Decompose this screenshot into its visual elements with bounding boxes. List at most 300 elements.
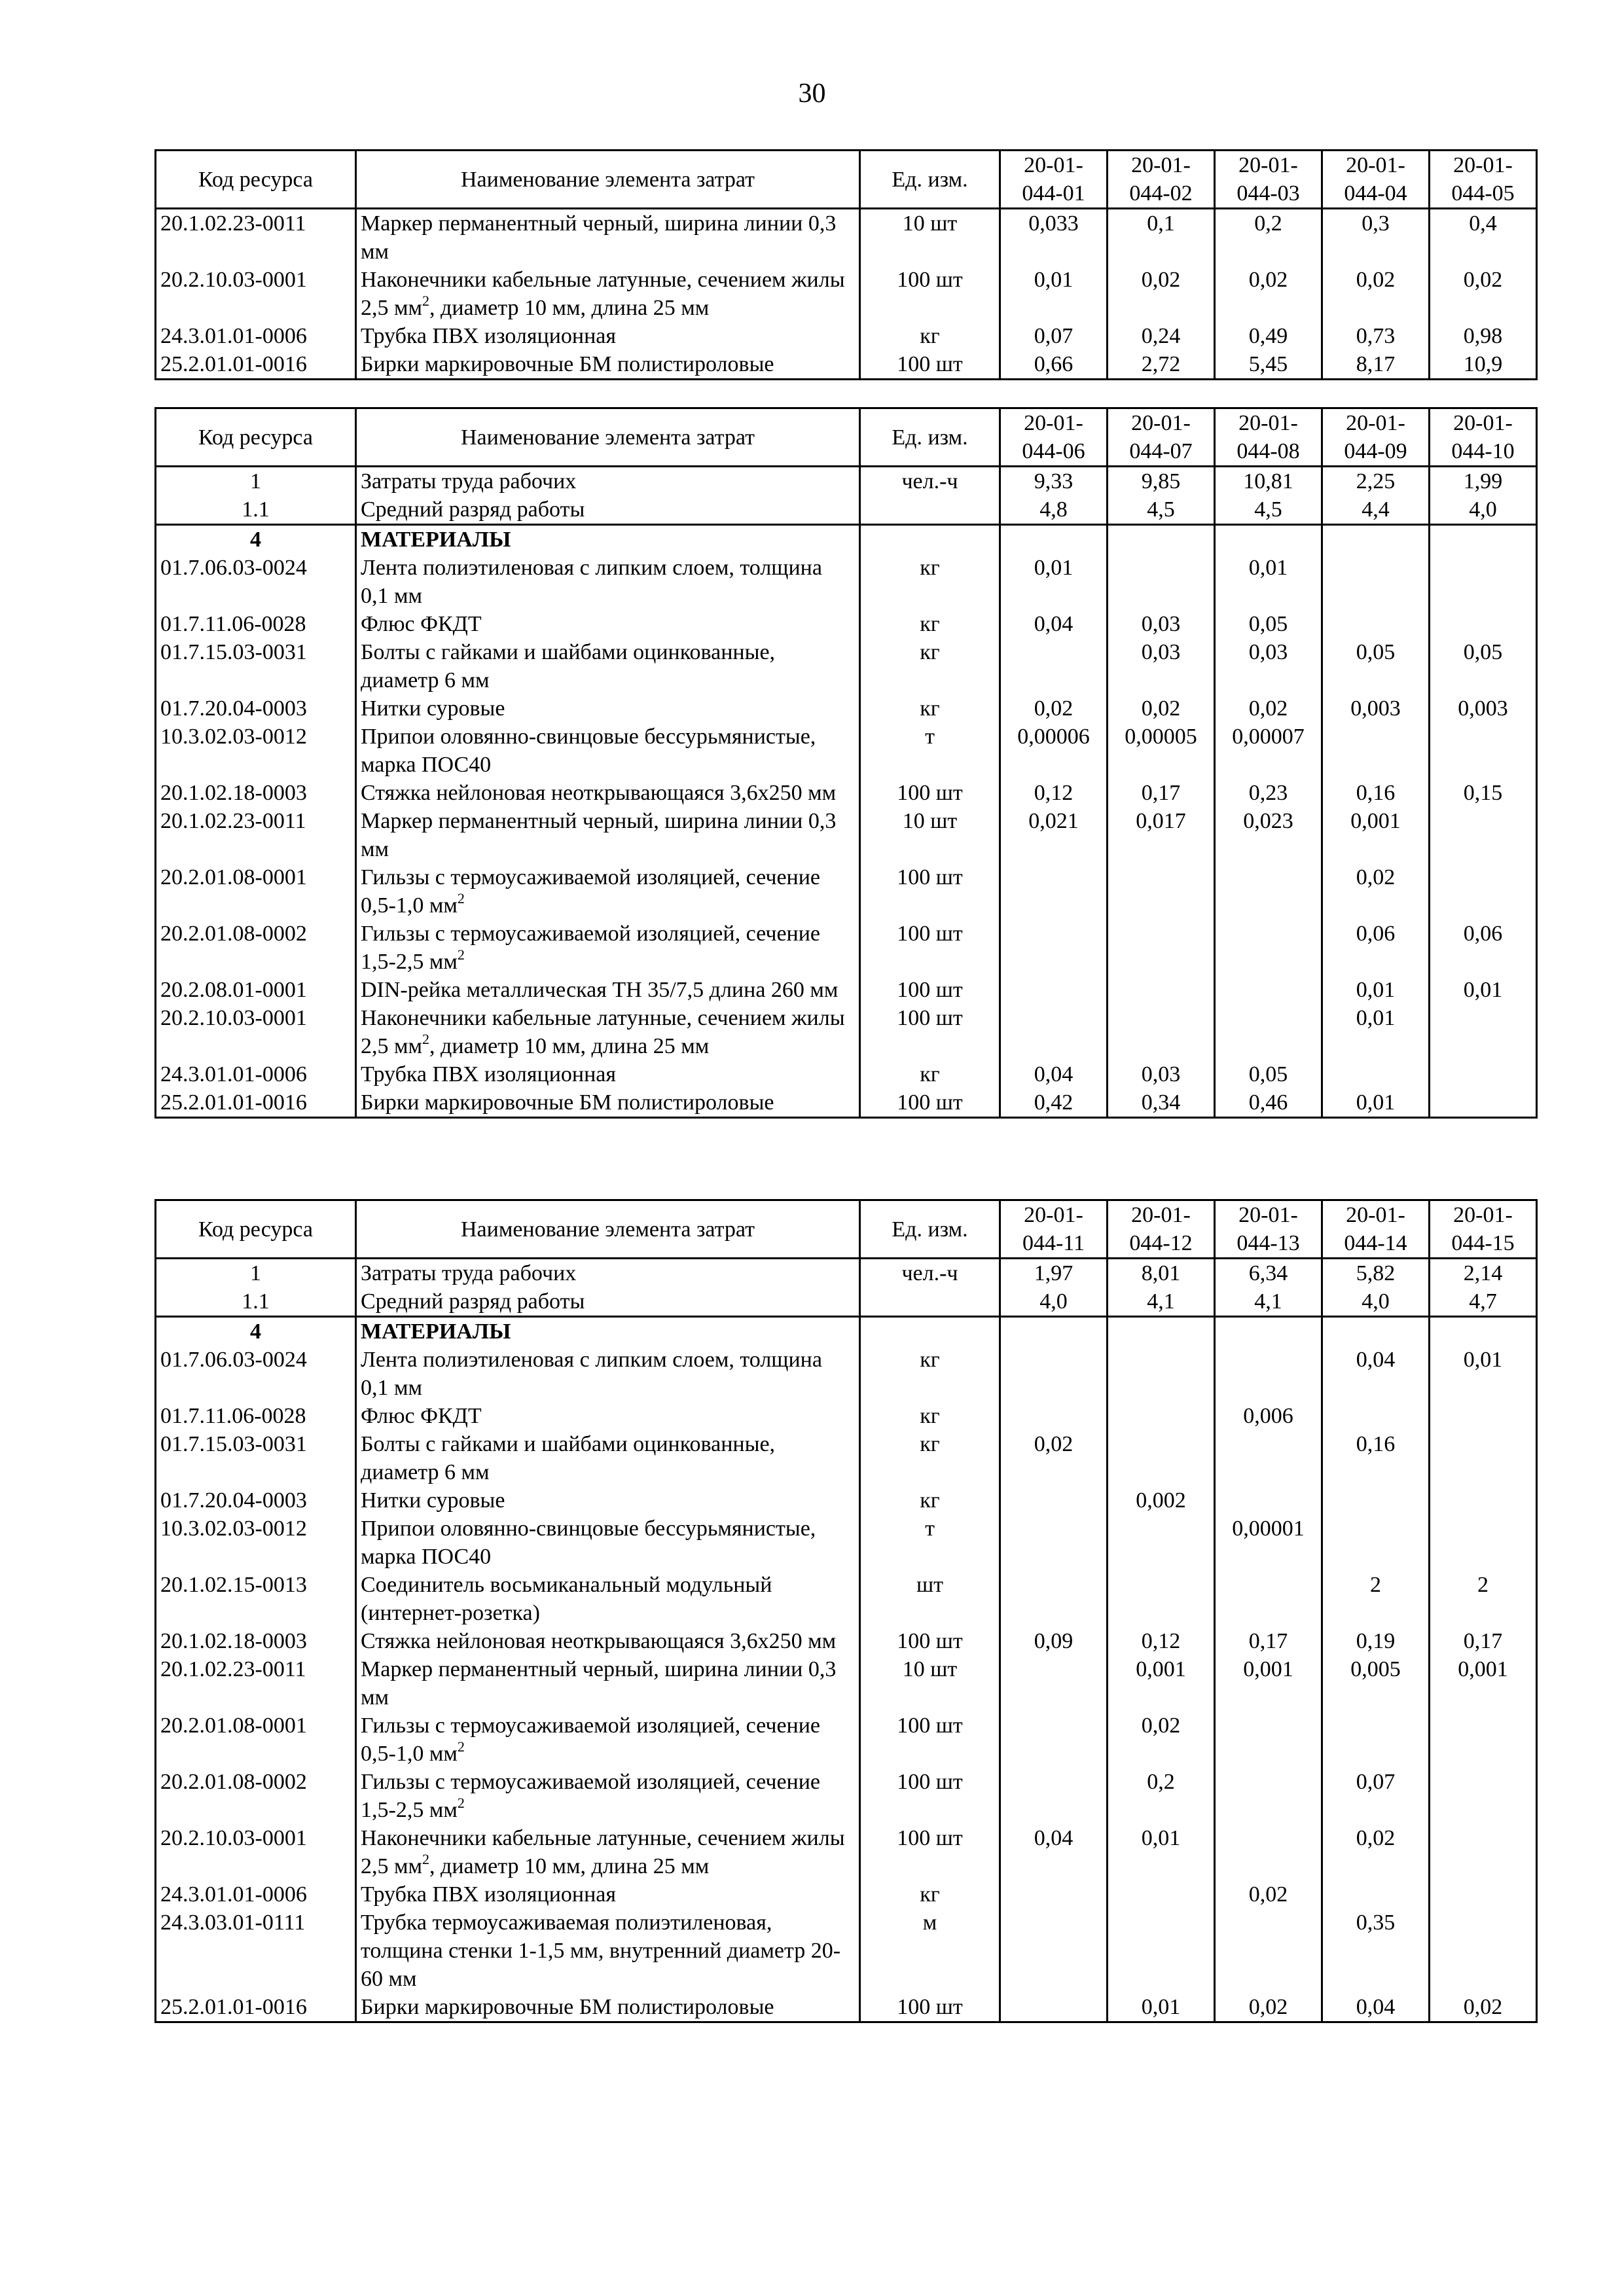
value-cell: [1430, 1317, 1537, 1346]
header-rate-code: 20-01- 044-10: [1430, 408, 1537, 467]
cost-item-name: Средний разряд работы: [356, 495, 860, 525]
header-row: [156, 408, 1537, 467]
table-row: [156, 1259, 1537, 1288]
header-rate-code: 20-01- 044-11: [1000, 1200, 1108, 1259]
resource-code: 01.7.15.03-0031: [156, 1430, 356, 1486]
value-cell: 0,02: [1215, 266, 1322, 322]
table-row: [156, 1655, 1537, 1712]
header-name: Наименование элемента затрат: [356, 151, 860, 209]
unit-of-measure: [860, 1287, 1000, 1317]
unit-of-measure: 100 шт: [860, 1627, 1000, 1655]
value-cell: [1108, 1515, 1215, 1571]
table-row: [156, 610, 1537, 638]
value-cell: 0,04: [1000, 1824, 1108, 1880]
cost-item-name: МАТЕРИАЛЫ: [356, 1317, 860, 1346]
value-cell: [1000, 1486, 1108, 1515]
resource-code: 1.1: [156, 1287, 356, 1317]
cost-item-name: Гильзы с термоусаживаемой изоляцией, сечение 0,5-1,0 $мм^2$: [356, 863, 860, 920]
header-rate-code: 20-01- 044-04: [1322, 151, 1430, 209]
value-cell: [1000, 1515, 1108, 1571]
value-cell: [1430, 1060, 1537, 1088]
value-cell: [1430, 807, 1537, 863]
cost-item-name: Затраты труда рабочих: [356, 467, 860, 496]
unit-of-measure: кг: [860, 1880, 1000, 1909]
value-cell: [1000, 1993, 1108, 2022]
value-cell: 0,01: [1215, 554, 1322, 610]
value-cell: [1000, 1880, 1108, 1909]
table-row: [156, 1317, 1537, 1346]
value-cell: 0,66: [1000, 350, 1108, 380]
cost-item-name: Наконечники кабельные латунные, сечением жилы 2,5 $мм^2$, диаметр 10 мм, длина 25 мм: [356, 1824, 860, 1880]
value-cell: 0,02: [1108, 1712, 1215, 1768]
cost-item-name: Болты с гайками и шайбами оцинкованные, диаметр 6 мм: [356, 1430, 860, 1486]
value-cell: 0,23: [1215, 779, 1322, 807]
header-rate-code: 20-01- 044-14: [1322, 1200, 1430, 1259]
resource-code: 20.1.02.23-0011: [156, 1655, 356, 1712]
value-cell: [1430, 525, 1537, 554]
header-rate-code: 20-01- 044-02: [1108, 151, 1215, 209]
header-rate-code: 20-01- 044-06: [1000, 408, 1108, 467]
unit-of-measure: кг: [860, 1060, 1000, 1088]
cost-item-name: Трубка ПВХ изоляционная: [356, 1060, 860, 1088]
table-row: [156, 266, 1537, 322]
value-cell: 0,00001: [1215, 1515, 1322, 1571]
resource-table-1: [154, 149, 1538, 380]
header-unit: Ед. изм.: [860, 408, 1000, 467]
value-cell: [1215, 920, 1322, 976]
value-cell: 4,1: [1108, 1287, 1215, 1317]
value-cell: [1430, 554, 1537, 610]
unit-of-measure: 100 шт: [860, 1712, 1000, 1768]
unit-of-measure: 100 шт: [860, 1824, 1000, 1880]
value-cell: [1430, 863, 1537, 920]
value-cell: [1000, 1346, 1108, 1402]
table-row: [156, 1768, 1537, 1824]
table-row: [156, 1824, 1537, 1880]
cost-item-name: Средний разряд работы: [356, 1287, 860, 1317]
value-cell: 0,01: [1322, 976, 1430, 1004]
value-cell: 0,00007: [1215, 723, 1322, 779]
cost-item-name: Гильзы с термоусаживаемой изоляцией, сечение 1,5-2,5 $мм^2$: [356, 920, 860, 976]
value-cell: 0,15: [1430, 779, 1537, 807]
unit-of-measure: кг: [860, 1486, 1000, 1515]
value-cell: 0,001: [1430, 1655, 1537, 1712]
cost-item-name: Лента полиэтиленовая с липким слоем, толщина 0,1 мм: [356, 554, 860, 610]
value-cell: [1108, 863, 1215, 920]
table-row: [156, 554, 1537, 610]
value-cell: [1215, 1824, 1322, 1880]
value-cell: [1215, 525, 1322, 554]
value-cell: [1000, 1768, 1108, 1824]
value-cell: [1108, 1004, 1215, 1060]
header-rate-code: 20-01- 044-13: [1215, 1200, 1322, 1259]
value-cell: [1215, 976, 1322, 1004]
cost-item-name: Нитки суровые: [356, 694, 860, 723]
value-cell: [1430, 1880, 1537, 1909]
header-unit: Ед. изм.: [860, 1200, 1000, 1259]
unit-of-measure: чел.-ч: [860, 467, 1000, 496]
resource-code: 20.2.01.08-0002: [156, 920, 356, 976]
table-row: [156, 1486, 1537, 1515]
page-number: 30: [798, 79, 826, 109]
unit-of-measure: 100 шт: [860, 350, 1000, 380]
table-row: [156, 723, 1537, 779]
table-row: [156, 920, 1537, 976]
resource-code: 1: [156, 467, 356, 496]
cost-item-name: Затраты труда рабочих: [356, 1259, 860, 1288]
value-cell: [1108, 525, 1215, 554]
cost-item-name: Наконечники кабельные латунные, сечением жилы 2,5 $мм^2$, диаметр 10 мм, длина 25 мм: [356, 1004, 860, 1060]
value-cell: 0,003: [1430, 694, 1537, 723]
value-cell: [1108, 920, 1215, 976]
value-cell: [1000, 1402, 1108, 1430]
value-cell: [1108, 976, 1215, 1004]
resource-code: 01.7.20.04-0003: [156, 694, 356, 723]
value-cell: 0,06: [1430, 920, 1537, 976]
value-cell: 2: [1322, 1571, 1430, 1627]
unit-of-measure: [860, 495, 1000, 525]
value-cell: 4,1: [1215, 1287, 1322, 1317]
table-row: [156, 807, 1537, 863]
value-cell: [1430, 1712, 1537, 1768]
resource-code: 24.3.03.01-0111: [156, 1909, 356, 1993]
unit-of-measure: м: [860, 1909, 1000, 1993]
value-cell: 0,003: [1322, 694, 1430, 723]
header-rate-code: 20-01- 044-15: [1430, 1200, 1537, 1259]
value-cell: 0,07: [1322, 1768, 1430, 1824]
value-cell: 0,73: [1322, 322, 1430, 350]
unit-of-measure: кг: [860, 1346, 1000, 1402]
table-row: [156, 495, 1537, 525]
value-cell: 0,01: [1322, 1088, 1430, 1118]
value-cell: [1215, 1004, 1322, 1060]
header-row: [156, 1200, 1537, 1259]
header-rate-code: 20-01- 044-05: [1430, 151, 1537, 209]
resource-code: 1.1: [156, 495, 356, 525]
value-cell: 2: [1430, 1571, 1537, 1627]
cost-item-name: Бирки маркировочные БМ полистироловые: [356, 1993, 860, 2022]
header-rate-code: 20-01- 044-08: [1215, 408, 1322, 467]
value-cell: [1000, 1317, 1108, 1346]
value-cell: 4,8: [1000, 495, 1108, 525]
value-cell: 0,24: [1108, 322, 1215, 350]
value-cell: 8,01: [1108, 1259, 1215, 1288]
cost-item-name: Трубка ПВХ изоляционная: [356, 1880, 860, 1909]
value-cell: [1108, 1880, 1215, 1909]
unit-of-measure: чел.-ч: [860, 1259, 1000, 1288]
cost-item-name: Маркер перманентный черный, ширина линии 0,3 мм: [356, 807, 860, 863]
resource-code: 01.7.15.03-0031: [156, 638, 356, 694]
unit-of-measure: 100 шт: [860, 1993, 1000, 2022]
value-cell: [1215, 1430, 1322, 1486]
value-cell: 0,02: [1322, 266, 1430, 322]
value-cell: [1108, 1317, 1215, 1346]
value-cell: 0,033: [1000, 209, 1108, 266]
unit-of-measure: кг: [860, 638, 1000, 694]
unit-of-measure: кг: [860, 322, 1000, 350]
resource-code: 25.2.01.01-0016: [156, 1993, 356, 2022]
table-row: [156, 863, 1537, 920]
table-row: [156, 1060, 1537, 1088]
resource-code: 01.7.06.03-0024: [156, 1346, 356, 1402]
resource-code: 20.1.02.18-0003: [156, 1627, 356, 1655]
cost-item-name: Припои оловянно-свинцовые бессурьмянистые, марка ПОС40: [356, 723, 860, 779]
value-cell: [1430, 1430, 1537, 1486]
cost-item-name: Нитки суровые: [356, 1486, 860, 1515]
table-row: [156, 694, 1537, 723]
value-cell: [1430, 610, 1537, 638]
value-cell: [1000, 638, 1108, 694]
table-header: [156, 1200, 1537, 1259]
value-cell: 2,14: [1430, 1259, 1537, 1288]
value-cell: [1215, 1909, 1322, 1993]
value-cell: 0,19: [1322, 1627, 1430, 1655]
value-cell: 4,0: [1322, 1287, 1430, 1317]
value-cell: [1000, 976, 1108, 1004]
value-cell: [1322, 1880, 1430, 1909]
unit-of-measure: кг: [860, 610, 1000, 638]
value-cell: 0,2: [1108, 1768, 1215, 1824]
value-cell: [1000, 1712, 1108, 1768]
table-row: [156, 779, 1537, 807]
value-cell: 0,001: [1215, 1655, 1322, 1712]
resource-code: 24.3.01.01-0006: [156, 1880, 356, 1909]
resource-code: 24.3.01.01-0006: [156, 1060, 356, 1088]
value-cell: 0,46: [1215, 1088, 1322, 1118]
value-cell: 0,01: [1000, 554, 1108, 610]
value-cell: 0,02: [1215, 1993, 1322, 2022]
value-cell: 0,001: [1108, 1655, 1215, 1712]
value-cell: [1430, 1486, 1537, 1515]
value-cell: 0,00005: [1108, 723, 1215, 779]
resource-code: 01.7.11.06-0028: [156, 1402, 356, 1430]
value-cell: 0,01: [1108, 1824, 1215, 1880]
cost-item-name: Маркер перманентный черный, ширина линии 0,3 мм: [356, 1655, 860, 1712]
cost-item-name: Трубка ПВХ изоляционная: [356, 322, 860, 350]
resource-code: 20.1.02.15-0013: [156, 1571, 356, 1627]
resource-code: 25.2.01.01-0016: [156, 1088, 356, 1118]
value-cell: 0,00006: [1000, 723, 1108, 779]
resource-code: 20.2.01.08-0001: [156, 863, 356, 920]
table-row: [156, 1430, 1537, 1486]
cost-item-name: Припои оловянно-свинцовые бессурьмянистые, марка ПОС40: [356, 1515, 860, 1571]
header-code: Код ресурса: [156, 1200, 356, 1259]
resource-code: 20.2.01.08-0001: [156, 1712, 356, 1768]
value-cell: [1215, 1712, 1322, 1768]
value-cell: [1215, 1571, 1322, 1627]
unit-of-measure: кг: [860, 554, 1000, 610]
value-cell: [1215, 1317, 1322, 1346]
resource-code: 4: [156, 1317, 356, 1346]
cost-item-name: Флюс ФКДТ: [356, 610, 860, 638]
value-cell: 0,17: [1430, 1627, 1537, 1655]
resource-code: 20.2.10.03-0001: [156, 1824, 356, 1880]
value-cell: 0,02: [1000, 694, 1108, 723]
unit-of-measure: кг: [860, 694, 1000, 723]
unit-of-measure: т: [860, 1515, 1000, 1571]
value-cell: [1000, 525, 1108, 554]
value-cell: 0,42: [1000, 1088, 1108, 1118]
value-cell: 0,021: [1000, 807, 1108, 863]
table-row: [156, 1515, 1537, 1571]
value-cell: [1430, 723, 1537, 779]
value-cell: [1000, 1004, 1108, 1060]
table-row: [156, 1571, 1537, 1627]
value-cell: 0,12: [1000, 779, 1108, 807]
header-name: Наименование элемента затрат: [356, 408, 860, 467]
value-cell: 0,03: [1108, 1060, 1215, 1088]
cost-item-name: Болты с гайками и шайбами оцинкованные, диаметр 6 мм: [356, 638, 860, 694]
cost-item-name: Стяжка нейлоновая неоткрывающаяся 3,6x250 мм: [356, 779, 860, 807]
value-cell: [1000, 920, 1108, 976]
value-cell: 0,3: [1322, 209, 1430, 266]
table-row: [156, 1402, 1537, 1430]
table-row: [156, 638, 1537, 694]
value-cell: 0,02: [1322, 863, 1430, 920]
value-cell: 0,17: [1215, 1627, 1322, 1655]
value-cell: 0,16: [1322, 1430, 1430, 1486]
value-cell: 0,04: [1000, 1060, 1108, 1088]
value-cell: 5,45: [1215, 350, 1322, 380]
cost-item-name: МАТЕРИАЛЫ: [356, 525, 860, 554]
value-cell: [1108, 1909, 1215, 1993]
value-cell: [1000, 1909, 1108, 1993]
value-cell: 0,1: [1108, 209, 1215, 266]
value-cell: 0,02: [1215, 1880, 1322, 1909]
value-cell: 1,99: [1430, 467, 1537, 496]
row-group: [156, 1317, 1537, 2022]
table-row: [156, 467, 1537, 496]
value-cell: 8,17: [1322, 350, 1430, 380]
value-cell: 9,85: [1108, 467, 1215, 496]
value-cell: [1108, 554, 1215, 610]
value-cell: [1000, 1571, 1108, 1627]
resource-code: 10.3.02.03-0012: [156, 723, 356, 779]
value-cell: 0,05: [1322, 638, 1430, 694]
resource-code: 4: [156, 525, 356, 554]
value-cell: 0,02: [1000, 1430, 1108, 1486]
value-cell: 2,25: [1322, 467, 1430, 496]
row-group: [156, 525, 1537, 1118]
table-row: [156, 1909, 1537, 1993]
table-row: [156, 1993, 1537, 2022]
unit-of-measure: кг: [860, 1402, 1000, 1430]
unit-of-measure: 100 шт: [860, 1768, 1000, 1824]
table-row: [156, 350, 1537, 380]
row-group: [156, 1259, 1537, 1317]
resource-code: 20.1.02.23-0011: [156, 807, 356, 863]
table-row: [156, 322, 1537, 350]
resource-code: 20.2.08.01-0001: [156, 976, 356, 1004]
resource-code: 20.1.02.18-0003: [156, 779, 356, 807]
value-cell: 0,02: [1215, 694, 1322, 723]
value-cell: [1108, 1571, 1215, 1627]
value-cell: 0,4: [1430, 209, 1537, 266]
value-cell: 0,02: [1108, 266, 1215, 322]
value-cell: 2,72: [1108, 350, 1215, 380]
value-cell: [1322, 554, 1430, 610]
value-cell: 4,0: [1430, 495, 1537, 525]
value-cell: 4,4: [1322, 495, 1430, 525]
cost-item-name: Стяжка нейлоновая неоткрывающаяся 3,6x250 мм: [356, 1627, 860, 1655]
value-cell: 4,0: [1000, 1287, 1108, 1317]
cost-item-name: Соединитель восьмиканальный модульный (интернет-розетка): [356, 1571, 860, 1627]
table-row: [156, 1088, 1537, 1118]
value-cell: 0,01: [1430, 1346, 1537, 1402]
header-code: Код ресурса: [156, 151, 356, 209]
value-cell: 0,04: [1322, 1993, 1430, 2022]
value-cell: 0,03: [1108, 638, 1215, 694]
value-cell: 0,09: [1000, 1627, 1108, 1655]
value-cell: 0,35: [1322, 1909, 1430, 1993]
value-cell: [1430, 1515, 1537, 1571]
value-cell: 0,04: [1000, 610, 1108, 638]
value-cell: 0,005: [1322, 1655, 1430, 1712]
value-cell: [1322, 1712, 1430, 1768]
table-row: [156, 1880, 1537, 1909]
table-header: [156, 151, 1537, 209]
value-cell: 0,17: [1108, 779, 1215, 807]
value-cell: 0,023: [1215, 807, 1322, 863]
value-cell: [1430, 1909, 1537, 1993]
value-cell: [1322, 610, 1430, 638]
header-rate-code: 20-01- 044-03: [1215, 151, 1322, 209]
resource-code: 10.3.02.03-0012: [156, 1515, 356, 1571]
cost-item-name: Лента полиэтиленовая с липким слоем, толщина 0,1 мм: [356, 1346, 860, 1402]
value-cell: [1215, 1768, 1322, 1824]
value-cell: 0,98: [1430, 322, 1537, 350]
header-rate-code: 20-01- 044-12: [1108, 1200, 1215, 1259]
cost-item-name: Гильзы с термоусаживаемой изоляцией, сечение 1,5-2,5 $мм^2$: [356, 1768, 860, 1824]
value-cell: 0,06: [1322, 920, 1430, 976]
value-cell: 0,02: [1108, 694, 1215, 723]
value-cell: 0,05: [1215, 610, 1322, 638]
value-cell: 0,02: [1430, 1993, 1537, 2022]
header-unit: Ед. изм.: [860, 151, 1000, 209]
value-cell: 0,05: [1215, 1060, 1322, 1088]
value-cell: [1430, 1824, 1537, 1880]
value-cell: 0,01: [1322, 1004, 1430, 1060]
value-cell: [1000, 863, 1108, 920]
value-cell: 4,5: [1108, 495, 1215, 525]
value-cell: [1322, 1515, 1430, 1571]
value-cell: 9,33: [1000, 467, 1108, 496]
value-cell: 0,16: [1322, 779, 1430, 807]
cost-item-name: Маркер перманентный черный, ширина линии 0,3 мм: [356, 209, 860, 266]
value-cell: 10,81: [1215, 467, 1322, 496]
value-cell: [1322, 1060, 1430, 1088]
unit-of-measure: 10 шт: [860, 807, 1000, 863]
value-cell: 0,34: [1108, 1088, 1215, 1118]
value-cell: [1430, 1004, 1537, 1060]
cost-item-name: Флюс ФКДТ: [356, 1402, 860, 1430]
table-header: [156, 408, 1537, 467]
cost-item-name: Гильзы с термоусаживаемой изоляцией, сечение 0,5-1,0 $мм^2$: [356, 1712, 860, 1768]
resource-table-2: [154, 407, 1538, 1119]
row-group: [156, 209, 1537, 380]
table-row: [156, 1287, 1537, 1317]
value-cell: [1322, 525, 1430, 554]
value-cell: 6,34: [1215, 1259, 1322, 1288]
cost-item-name: Бирки маркировочные БМ полистироловые: [356, 350, 860, 380]
row-group: [156, 467, 1537, 525]
value-cell: 0,006: [1215, 1402, 1322, 1430]
value-cell: 1,97: [1000, 1259, 1108, 1288]
value-cell: 0,07: [1000, 322, 1108, 350]
resource-code: 01.7.20.04-0003: [156, 1486, 356, 1515]
unit-of-measure: [860, 525, 1000, 554]
value-cell: 0,05: [1430, 638, 1537, 694]
